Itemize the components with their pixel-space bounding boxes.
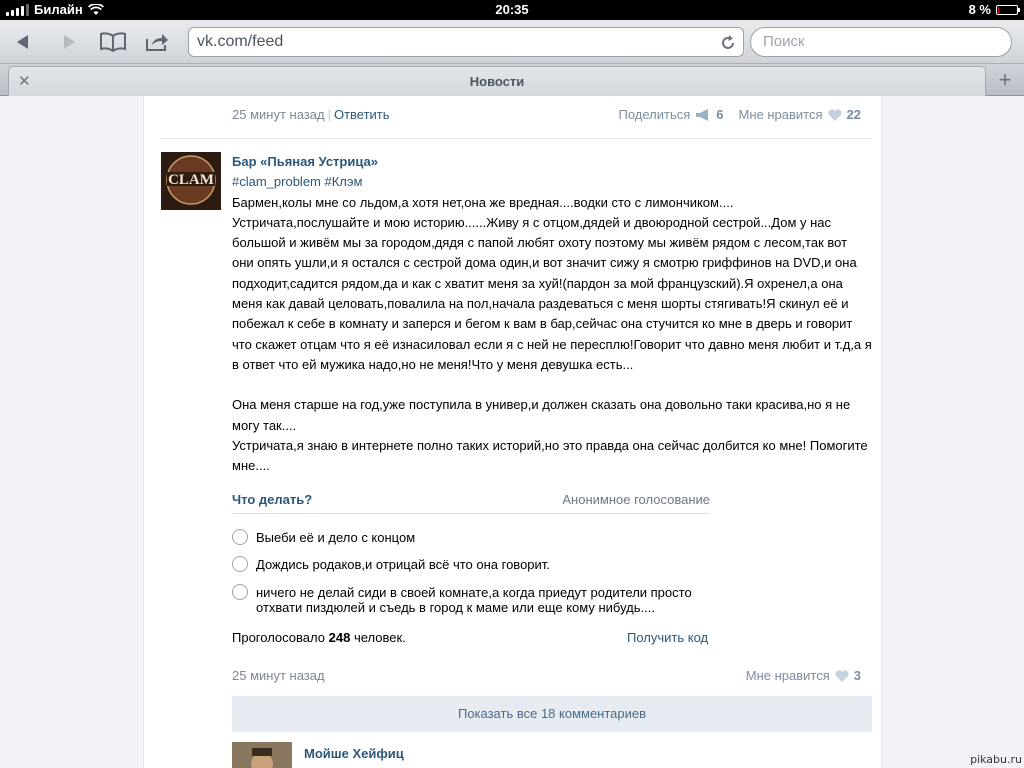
share-count: 6 <box>716 107 724 122</box>
reply-link[interactable]: Ответить <box>333 107 390 122</box>
megaphone-icon <box>695 109 711 121</box>
poll-option-label: Дождись родаков,и отрицай всё что она говорит. <box>256 557 550 572</box>
poll-votes <box>232 630 406 645</box>
tab-news[interactable] <box>8 66 986 96</box>
back-arrow-icon[interactable] <box>6 28 40 56</box>
tab-title: Новости <box>469 74 525 89</box>
poll-type: Анонимное голосование <box>562 492 710 507</box>
radio-button[interactable] <box>232 529 248 545</box>
like-count: 3 <box>853 668 861 683</box>
poll-option[interactable] <box>232 585 712 615</box>
like-button[interactable] <box>746 668 861 683</box>
post-tags[interactable]: #clam_problem #Клэм <box>232 174 363 190</box>
poll-question: Что делать? <box>232 492 313 507</box>
plus-icon[interactable]: + <box>998 67 1012 92</box>
status-bar <box>0 0 1024 20</box>
post-time: 25 минут назад <box>232 668 325 683</box>
page <box>0 96 1024 768</box>
clock: 20:35 <box>495 2 529 17</box>
url-text: vk.com/feed <box>197 33 284 50</box>
get-code-link[interactable]: Получить код <box>627 630 709 645</box>
comment-avatar[interactable] <box>232 742 292 768</box>
share-button[interactable] <box>618 107 723 122</box>
reload-icon[interactable] <box>719 28 737 60</box>
like-label: Мне нравится <box>745 668 830 683</box>
votes-count: 248 <box>328 630 351 645</box>
divider <box>160 138 872 139</box>
heart-icon <box>835 670 849 682</box>
post <box>232 152 872 476</box>
poll-option-label: Выеби её и дело с концом <box>256 530 416 545</box>
avatar[interactable] <box>161 152 221 210</box>
battery <box>969 2 1018 17</box>
carrier-name: Билайн <box>34 2 83 17</box>
heart-icon <box>828 109 842 121</box>
prev-post-footer: 25 минут назад | Ответить Поделиться 6 Мне нравится 22 <box>232 107 861 122</box>
poll-option[interactable] <box>232 530 712 545</box>
votes-prefix: Проголосовало <box>232 630 325 645</box>
radio-button[interactable] <box>232 556 248 572</box>
prev-post-time: 25 минут назад <box>232 107 325 122</box>
url-bar[interactable] <box>188 27 744 57</box>
tab-bar <box>0 64 1024 96</box>
poll-option[interactable] <box>232 557 712 572</box>
browser-toolbar <box>0 20 1024 64</box>
battery-percent: 8 % <box>968 2 991 17</box>
close-icon[interactable]: ✕ <box>18 73 31 90</box>
book-icon[interactable] <box>96 28 130 56</box>
share-label: Поделиться <box>618 107 691 122</box>
post-text: Бармен,колы мне со льдом,а хотя нет,она же вредная....водки сто с лимончиком.... Устричата,послушайте и мою историю......Живу я с отцом,дядей и двоюродной сестрой...Дом у нас большой и живём мы за городом,дядя с папой любят охоту поэтому мы живём рядом с лесом,так вот они опять ушли,и я остался с сестрой дома один,и вот значит сижу я смотрю гриффинов на DVD,и она подходит,садится рядом,да и как с хватит меня за хуй!(пардон за мой французский).Я охренел,а она меня как давай целовать,повалила на пол,начала раздеваться с меня шорты стягивать!Я скинул её и побежал к себе в комнату и заперся и бегом к вам в бар,сейчас она стучится ко мне в дверь и говорит что скажет отцам что я её изнасиловал если я с ней не пересплю!Говорит что давно меня любит и т.д,а я в ответ что ей мужика надо,но не меня!Что у меня девушка есть... <box>232 194 872 372</box>
like-label: Мне нравится <box>738 107 823 122</box>
post-text-continued: Она меня старше на год,уже поступила в универ,и должен сказать она довольно таки красива,но я не могу так.... Устричата,я знаю в интернете полно таких историй,но это правда она сейчас долбится ко мне! Помогите мне.... <box>232 397 868 474</box>
watermark: pikabu.ru <box>970 753 1022 766</box>
votes-suffix: человек. <box>353 630 406 645</box>
poll-option-label: ничего не делай сиди в своей комнате,а когда приедут родители просто отхвати пиздюлей и съедь в город к маме или еще кому нибудь.... <box>256 585 692 615</box>
search-input[interactable]: Поиск <box>750 27 1012 57</box>
show-comments-button[interactable]: Показать все 18 комментариев <box>232 696 872 732</box>
avatar-logo-text: CLAM <box>168 172 214 188</box>
forward-arrow-icon[interactable] <box>52 28 86 56</box>
post-footer <box>232 668 872 683</box>
post-author[interactable]: Бар «Пьяная Устрица» <box>232 154 378 169</box>
feed <box>143 96 882 768</box>
like-count: 22 <box>846 107 861 122</box>
battery-level <box>998 7 999 13</box>
radio-button[interactable] <box>232 584 248 600</box>
poll-header <box>232 492 710 514</box>
battery-icon <box>996 5 1018 15</box>
like-button[interactable] <box>739 107 861 122</box>
share-icon[interactable] <box>140 28 174 56</box>
comment-author[interactable]: Мойше Хейфиц <box>304 746 404 761</box>
